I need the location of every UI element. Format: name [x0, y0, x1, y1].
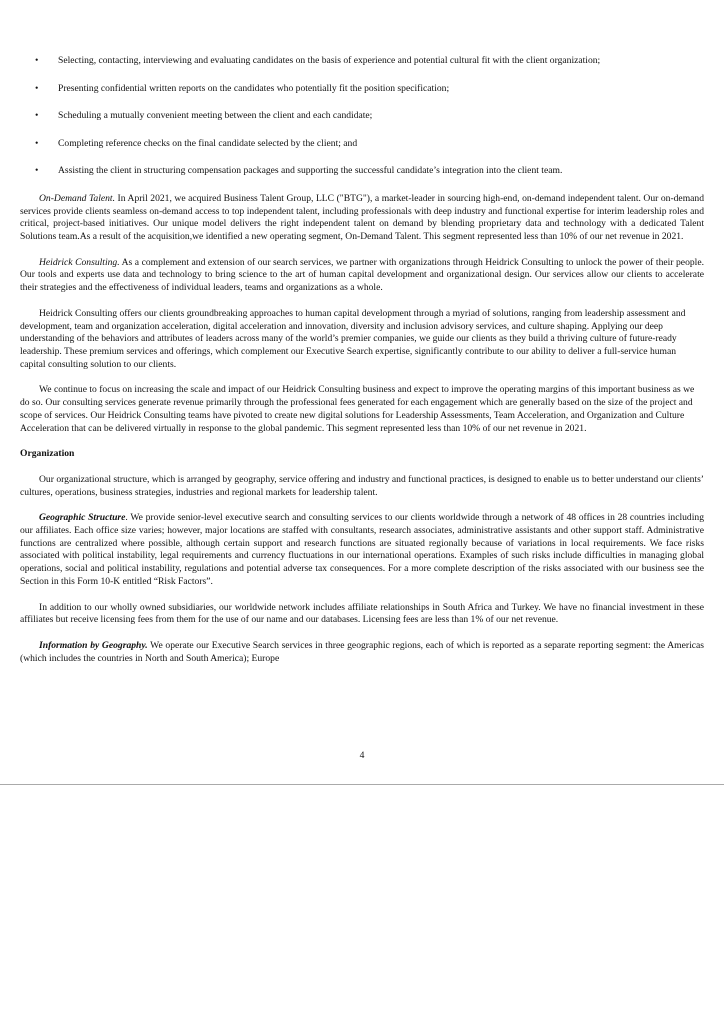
list-item: • Presenting confidential written reports on the candidates who potentially fit the position specification; — [35, 82, 450, 94]
bullet-list — [20, 55, 704, 193]
list-item: • Selecting, contacting, interviewing and evaluating candidates on the basis of experience and potential cultural fit with the client organization; — [35, 55, 601, 66]
bullet-icon: • — [35, 137, 39, 149]
bullet-icon: • — [35, 165, 39, 177]
continue-focus-paragraph: We continue to focus on increasing the scale and impact of our Heidrick Consulting business and expect to improve the operating margins of this important business as we do so. Our consulting services generate revenue primarily through the professional fees generated for each engagement which are generally based on the size of the project and scope of services. Our Heidrick Consulting teams have pivoted to create new digital solutions for Leadership Assessments, Team Acceleration, and Organization and Culture Acceleration that can be delivered virtually in response to the global pandemic. This segment represented less than 10% of our net revenue in 2021. — [20, 384, 695, 434]
organization-paragraph: Our organizational structure, which is arranged by geography, service offering and industry and functional practices, is designed to enable us to better understand our clients’ cultures, operations, business strategies, industries and regional markets for leadership talent. — [20, 473, 704, 498]
heidrick-consulting-paragraph: Heidrick Consulting. As a complement and extension of our search services, we partner with organizations through Heidrick Consulting to unlock the power of their people. Our tools and experts use data and technology to bring science to the art of human capital development and organizational design. Our services allow our clients to accelerate their strategies and the effectiveness of individual leaders, teams and organizations as a whole. — [20, 256, 704, 294]
document-page — [20, 0, 704, 678]
bullet-icon: • — [35, 110, 39, 122]
affiliates-paragraph: In addition to our wholly owned subsidiaries, our worldwide network includes affiliate relationships in South Africa and Turkey. We have no financial investment in these affiliates but receive licensing fees from them for the use of our name and our databases. Licensing fees are less than 1% of our net revenue. — [20, 601, 704, 626]
bullet-icon: • — [35, 55, 39, 66]
bullet-icon: • — [35, 82, 39, 94]
geographic-structure-paragraph: Geographic Structure. We provide senior-level executive search and consulting services to our clients worldwide through a network of 48 offices in 28 countries including our affiliates. Each office size varies; however, major locations are staffed with consultants, research associates, administrative assistants and other support staff. Administrative functions are centralized where possible, although certain support and research functions are situated regionally because of variations in local requirements. We face risks associated with political instability, legal requirements and currency fluctuations in our international operations. Examples of such risks include difficulties in managing global operations, social and political instability, regulations and potential adverse tax consequences. For a more complete description of the risks associated with our business see the Section in this Form 10-K entitled “Risk Factors”. — [20, 512, 704, 587]
list-item: • Completing reference checks on the final candidate selected by the client; and — [35, 137, 358, 149]
information-by-geography-paragraph: Information by Geography. We operate our Executive Search services in three geographic regions, each of which is reported as a separate reporting segment: the Americas (which includes the countries in North and South America); Europe — [20, 639, 704, 664]
heidrick-offers-paragraph: Heidrick Consulting offers our clients groundbreaking approaches to human capital development through a myriad of solutions, ranging from leadership assessment and development, team and organization acceleration, digital acceleration and innovation, diversity and inclusion advisory services, and culture shaping. Applying our deep understanding of the behaviors and attributes of leaders across many of the world’s premier companies, we guide our clients as they build a thriving culture of future-ready leadership. These premium services and offerings, which complement our Executive Search expertise, significantly contribute to our ability to deliver a full-service human capital consulting solution to our clients. — [20, 307, 686, 370]
page-number: 4 — [359, 750, 365, 761]
page-divider — [0, 784, 724, 785]
organization-heading: Organization — [20, 448, 75, 460]
on-demand-talent-paragraph: On-Demand Talent. In April 2021, we acquired Business Talent Group, LLC ("BTG"), a market-leader in sourcing high-end, on-demand independent talent. Our on-demand services provide clients seamless on-demand access to top independent talent, including professionals with deep industry and functional expertise for interim leadership roles and critical, project-based initiatives. Our unique model delivers the right independent talent on demand by blending proprietary data and technology with a dedicated Talent Solutions team.As a result of the acquisition,we identified a new operating segment, On-Demand Talent. This segment represented less than 10% of our net revenue in 2021. — [20, 192, 705, 243]
list-item: • Scheduling a mutually convenient meeting between the client and each candidate; — [35, 110, 373, 122]
list-item: • Assisting the client in structuring compensation packages and supporting the successful candidate’s integration into the client team. — [35, 165, 563, 177]
